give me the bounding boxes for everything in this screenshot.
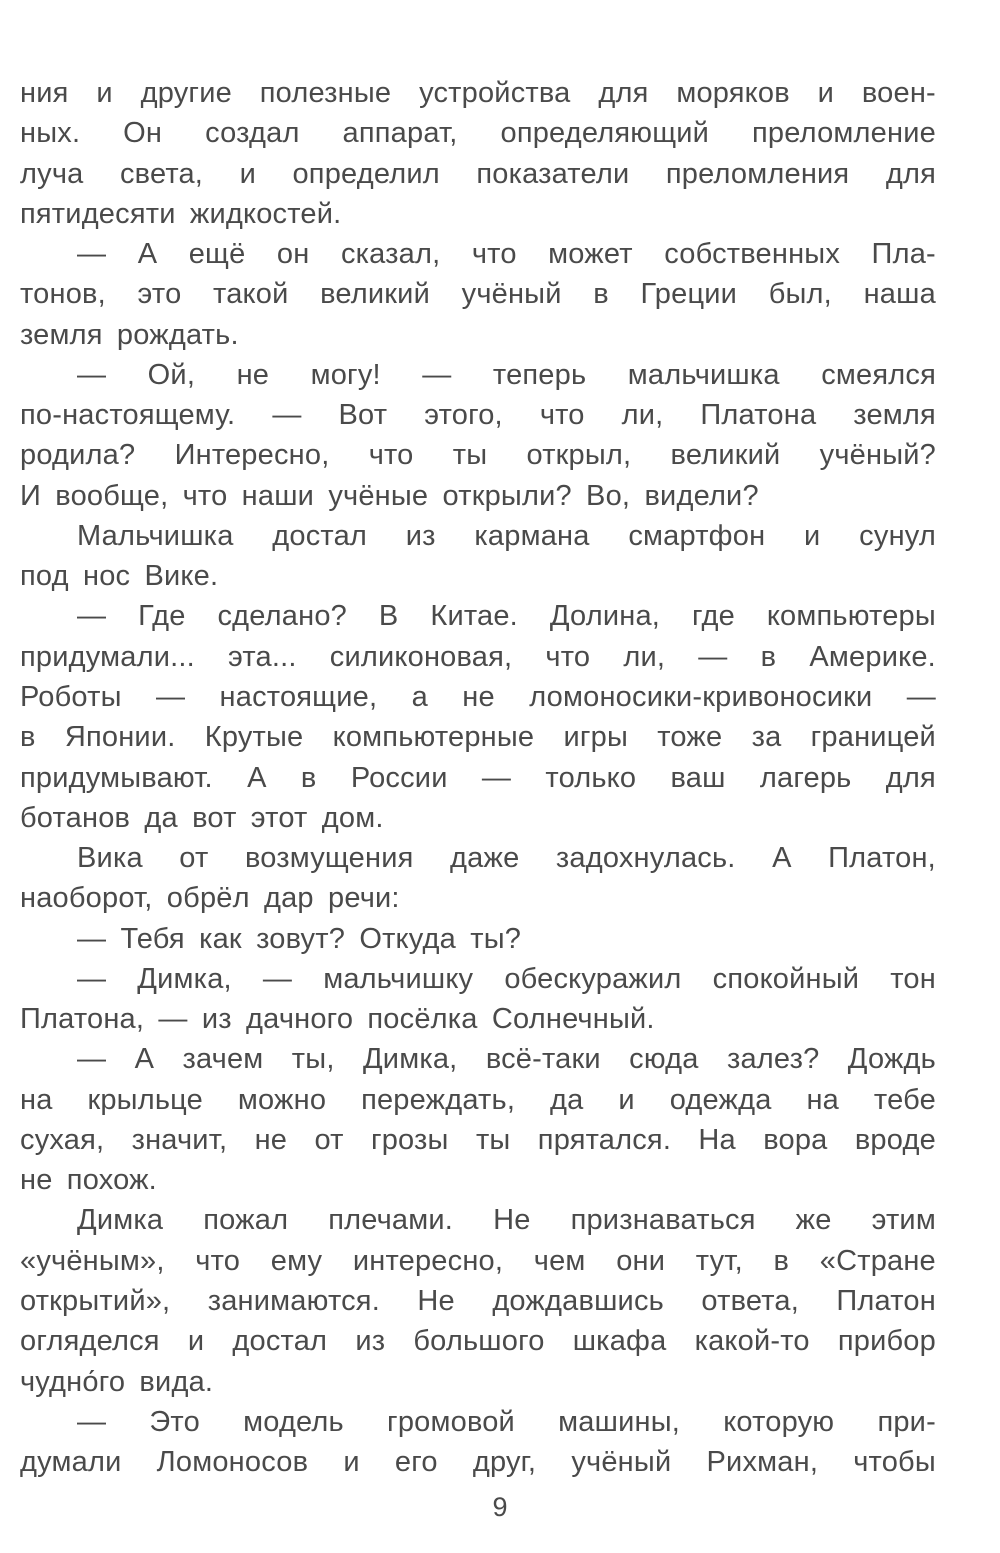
text-line: тонов, это такой великий учёный в Греции был, наша [20,278,936,311]
text-line: наоборот, обрёл дар речи: [20,882,400,915]
body-text [20,73,936,1482]
page-number: 9 [492,1492,508,1522]
paragraph [20,234,936,355]
text-line: — Ой, не могу! — теперь мальчишка смеялся [77,358,936,391]
text-line: ботанов да вот этот дом. [20,801,384,834]
text-line: ных. Он создал аппарат, определяющий преломление [20,117,936,150]
text-line: придумывают. А в России — только ваш лагерь для [20,761,936,794]
paragraph [20,959,936,1040]
text-line: ния и другие полезные устройства для моряков и воен- [20,77,936,109]
text-line: по-настоящему. — Вот этого, что ли, Платона земля [20,399,936,432]
text-line: в Японии. Крутые компьютерные игры тоже за границей [20,721,936,754]
text-line: чудно́го вида. [20,1365,214,1398]
text-line: земля рождать. [20,318,239,351]
text-line: пятидесяти жидкостей. [20,197,342,230]
text-line: огляделся и достал из большого шкафа какой-то прибор [20,1325,936,1358]
text-line: открытий», занимаются. Не дождавшись ответа, Платон [20,1284,936,1317]
paragraph [20,516,936,597]
paragraph [20,596,936,838]
text-line: под нос Вике. [20,560,219,593]
text-line: придумали... эта... силиконовая, что ли, — в Америке. [20,640,936,673]
text-line: — А ещё он сказал, что может собственных Пла- [77,238,936,271]
paragraph [20,1039,936,1200]
text-line: Димка пожал плечами. Не признаваться же этим [77,1204,936,1237]
text-line: луча света, и определил показатели преломления для [20,157,936,190]
text-line: на крыльце можно переждать, да и одежда на тебе [20,1083,936,1116]
paragraph [20,1200,936,1401]
paragraph [20,355,936,516]
paragraph [20,919,936,959]
text-line: Роботы — настоящие, а не ломоносики-кривоносики — [20,680,936,713]
text-line: Мальчишка достал из кармана смартфон и сунул [77,519,936,552]
text-line: — Тебя как зовут? Откуда ты? [77,922,522,955]
text-line: — Это модель громовой машины, которую при- [77,1405,936,1438]
text-line: Вика от возмущения даже задохнулась. А Платон, [77,842,936,875]
text-line: сухая, значит, не от грозы ты прятался. На вора вроде [20,1123,936,1156]
text-line: думали Ломоносов и его друг, учёный Рихман, чтобы [20,1446,936,1479]
paragraph [20,1402,936,1483]
text-line: не похож. [20,1164,157,1197]
text-line: родила? Интересно, что ты открыл, великий учёный? [20,439,936,472]
paragraph [20,838,936,919]
text-line: — А зачем ты, Димка, всё-таки сюда залез? Дождь [77,1043,936,1076]
text-line: И вообще, что наши учёные открыли? Во, видели? [20,479,759,512]
text-line: — Димка, — мальчишку обескуражил спокойный тон [77,962,936,995]
text-line: — Где сделано? В Китае. Долина, где компьютеры [77,600,936,633]
text-line: «учёным», что ему интересно, чем они тут, в «Стране [20,1244,936,1277]
paragraph [20,73,936,234]
text-line: Платона, — из дачного посёлка Солнечный. [20,1003,655,1036]
